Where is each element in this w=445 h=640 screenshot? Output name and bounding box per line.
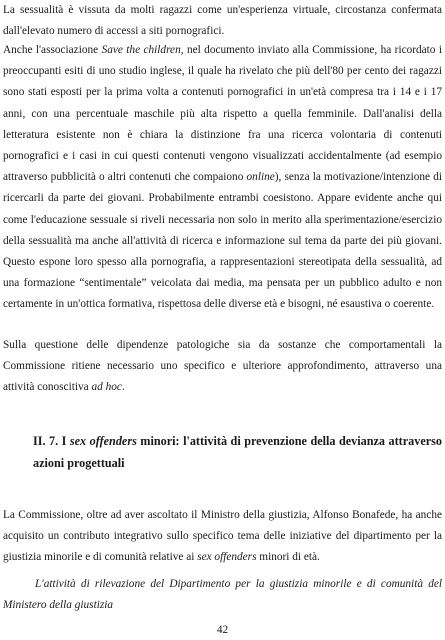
paragraph-text-part: . [121, 381, 125, 394]
paragraph-text-part: ), senza la motivazione/intenzione di ricercarli da parte dei giovani. Probabilmente entrambi coesistono. Appare evidente anche qui come l'educazione sessuale si riveli necessaria non solo in merito alla sperimentazione/esercizio della sessualità ma anche all'attività di ricerca e informazione sul tema da parte dei più giovani. Questo espone loro spesso alla pornografia, a rappresentazioni stereotipata della sessualità, ad una formazione “sentimentale” veicolata dai media, ma pensata per un pubblico adulto e non certamente in un'ottica formativa, rispettosa delle diverse età e bisogni, né esaustiva o coerente. [3, 171, 443, 311]
section-title: minori: l'attività di prevenzione della devianza attraverso azioni progettuali [33, 434, 442, 470]
section-heading [33, 430, 442, 474]
paragraph-text-part: La Commissione, oltre ad aver ascoltato il Ministro della giustizia, Alfonso Bonafede, ha anche acquisito un contributo integrativo sullo specifico tema delle iniziative del dipartimento per la giustizia minorile e di comunità relative ai [3, 509, 442, 564]
paragraph-text: La sessualità è vissuta da molti ragazzi come un'esperienza virtuale, circostanza confermata dall'elevato numero di accessi a siti pornografici. [3, 4, 442, 38]
italic-term: sex offenders [197, 551, 257, 564]
section-number: II. 7. I [33, 434, 70, 448]
paragraph-save-the-children [3, 40, 442, 316]
paragraph-commission [3, 505, 442, 569]
paragraph-dependencies [3, 335, 442, 399]
paragraph-text-part: , nel documento inviato alla Commissione, ha ricordato i preoccupanti esiti di uno studio inglese, il quale ha rivelato che più dell'80 per cento dei ragazzi sono stati esposti per la prima volta a contenuti pornografici in un'età compresa tra i 14 e i 17 anni, con una percentuale maschile più alta rispetto a quella femminile. Dall'analisi della letteratura esistente non è chiara la distinzione fra una ricerca volontaria di contenuti pornografici e i casi in cui questi contenuti vengono visualizzati accidentalmente (ad esempio attraverso pubblicità o altri contenuti che compaiono [3, 44, 442, 184]
paragraph-text-part: Sulla questione delle dipendenze patologiche sia da sostanze che comportamentali la Commissione ritiene necessario uno specifico e ulteriore approfondimento, attraverso una attività conoscitiva [3, 339, 442, 394]
italic-term: online [246, 171, 275, 184]
paragraph-text-part: minori di età. [256, 551, 320, 564]
subsection-heading [3, 574, 442, 616]
italic-term: ad hoc [91, 381, 122, 394]
paragraph-virtual-sexuality [3, 0, 442, 42]
italic-term: sex offenders [69, 434, 137, 448]
page-number: 42 [216, 624, 229, 636]
paragraph-text-part: Anche l'associazione [3, 44, 102, 56]
subsection-title: L'attività di rilevazione del Dipartimento per la giustizia minorile e di comunità del Ministero della giustizia [3, 578, 442, 611]
organization-name: Save the children [101, 44, 181, 56]
